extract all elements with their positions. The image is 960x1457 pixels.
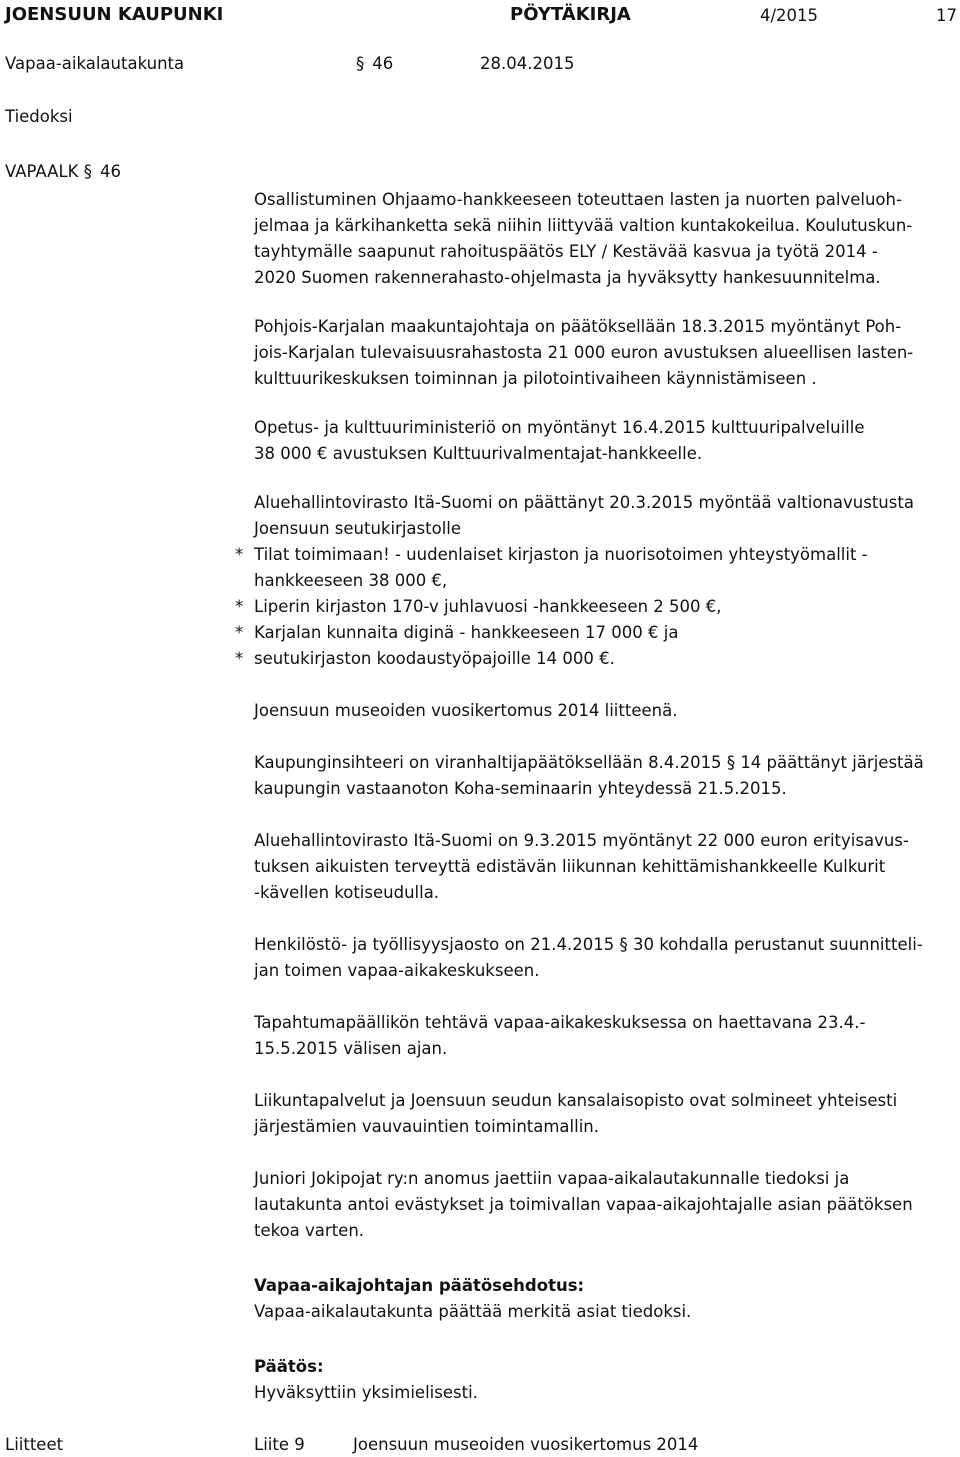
- section-reference: [356, 54, 393, 73]
- meeting-date: 28.04.2015: [480, 54, 575, 73]
- text-line: kulttuurikeskuksen toiminnan ja pilotointivaiheen käynnistämiseen .: [254, 369, 817, 388]
- bullet-marker: *: [235, 623, 244, 642]
- paragraph-maakuntajohtaja: [254, 314, 956, 392]
- list-item: [235, 620, 956, 646]
- text-line: [254, 932, 956, 958]
- text-line: Pohjois-Karjalan maakuntajohtaja on päätöksellään 18.3.2015 myöntänyt Poh-: [254, 317, 902, 336]
- text-line: jan toimen vapaa-aikakeskukseen.: [254, 961, 540, 980]
- text-segment: Henkilöstö- ja työllisyysjaosto on 21.4.2015: [254, 935, 615, 954]
- paragraph-kaupunginsihteeri: [254, 750, 956, 802]
- text-line: -kävellen kotiseudulla.: [254, 883, 440, 902]
- list-item: [235, 542, 956, 568]
- section-number: 46: [372, 54, 394, 73]
- text-line: Aluehallintovirasto Itä-Suomi on 9.3.2015 myöntänyt 22 000 euron erityisavus-: [254, 831, 909, 850]
- text-line: jois-Karjalan tulevaisuusrahastosta 21 000 euron avustuksen alueellisen lasten-: [254, 343, 914, 362]
- paragraph-museoiden-vuosikertomus: [254, 698, 956, 724]
- bullet-marker: *: [235, 649, 244, 668]
- case-section-sign: §: [83, 162, 92, 181]
- text-line: Aluehallintovirasto Itä-Suomi on päättänyt 20.3.2015 myöntää valtionavustusta: [254, 493, 914, 512]
- proposal-text: Vapaa-aikalautakunta päättää merkitä asiat tiedoksi.: [254, 1302, 692, 1321]
- section-sign: §: [356, 54, 365, 73]
- organization-name: JOENSUUN KAUPUNKI: [5, 4, 224, 25]
- text-line: järjestämien vauvauintien toimintamallin.: [254, 1117, 600, 1136]
- case-reference: [5, 162, 121, 181]
- list-item-continuation: hankkeeseen 38 000 €,: [254, 571, 448, 590]
- attachment-id: Liite 9: [254, 1435, 305, 1454]
- case-id: VAPAALK: [5, 162, 79, 181]
- text-line: Juniori Jokipojat ry:n anomus jaettiin vapaa-aikalautakunnalle tiedoksi ja: [254, 1169, 850, 1188]
- attachment-title: Joensuun museoiden vuosikertomus 2014: [353, 1435, 699, 1454]
- paragraph-opetusministerio: [254, 415, 956, 467]
- paragraph-juniori-jokipojat: [254, 1166, 956, 1244]
- paragraph-vauvauinnit: [254, 1088, 956, 1140]
- committee-name: Vapaa-aikalautakunta: [5, 54, 185, 73]
- decision: [254, 1354, 956, 1406]
- list-item-text: Karjalan kunnaita diginä - hankkeeseen 17 000 € ja: [254, 623, 679, 642]
- bullet-marker: *: [235, 597, 244, 616]
- text-line: 2020 Suomen rakennerahasto-ohjelmasta ja hyväksytty hankesuunnitelma.: [254, 268, 881, 287]
- paragraph-ohjaamo: [254, 187, 956, 291]
- text-line: tuksen aikuisten terveyttä edistävän liikunnan kehittämishankkeelle Kulkurit: [254, 857, 886, 876]
- document-body: [235, 187, 956, 1406]
- paragraph-aluehallintovirasto: [235, 490, 956, 672]
- text-line: 15.5.2015 välisen ajan.: [254, 1039, 448, 1058]
- page-number: 17: [936, 6, 957, 25]
- text-line: kaupungin vastaanoton Koha-seminaarin yhteydessä 21.5.2015.: [254, 779, 787, 798]
- paragraph-erityisavustus: [254, 828, 956, 906]
- decision-proposal: [254, 1273, 956, 1325]
- case-number: 46: [99, 162, 121, 181]
- decision-label: Päätös:: [254, 1357, 324, 1376]
- page-title: Tiedoksi: [5, 107, 73, 126]
- text-line: Joensuun museoiden vuosikertomus 2014 liitteenä.: [254, 701, 678, 720]
- text-line: Opetus- ja kulttuuriministeriö on myöntänyt 16.4.2015 kulttuuripalveluille: [254, 418, 865, 437]
- text-line: jelmaa ja kärkihanketta sekä niihin liittyvää valtion kuntakokeilua. Koulutuskun-: [254, 216, 913, 235]
- text-line: Osallistuminen Ohjaamo-hankkeeseen toteuttaen lasten ja nuorten palveluoh-: [254, 190, 902, 209]
- text-segment: 30 kohdalla perustanut suunnitteli-: [632, 935, 923, 954]
- text-line: Tapahtumapäällikön tehtävä vapaa-aikakeskuksessa on haettavana 23.4.-: [254, 1013, 866, 1032]
- text-line: lautakunta antoi evästykset ja toimivallan vapaa-aikajohtajalle asian päätöksen: [254, 1195, 913, 1214]
- attachments-label: Liitteet: [5, 1435, 64, 1454]
- paragraph-henkilostojaosto: [254, 932, 956, 984]
- list-item-text: seutukirjaston koodaustyöpajoille 14 000 €.: [254, 649, 615, 668]
- text-line: Joensuun seutukirjastolle: [254, 519, 462, 538]
- list-item: [235, 646, 956, 672]
- text-segment: Kaupunginsihteeri on viranhaltijapäätöksellään 8.4.2015: [254, 753, 722, 772]
- proposal-label: Vapaa-aikajohtajan päätösehdotus:: [254, 1276, 585, 1295]
- section-sign: §: [726, 753, 736, 772]
- paragraph-tapahtumapaallikko: [254, 1010, 956, 1062]
- list-item-text: Liperin kirjaston 170-v juhlavuosi -hankkeeseen 2 500 €,: [254, 597, 722, 616]
- text-line: [254, 750, 956, 776]
- list-item-text: Tilat toimimaan! - uudenlaiset kirjaston ja nuorisotoimen yhteystyömallit -: [254, 545, 868, 564]
- text-line: tekoa varten.: [254, 1221, 365, 1240]
- text-line: tayhtymälle saapunut rahoituspäätös ELY / Kestävää kasvua ja työtä 2014 -: [254, 242, 878, 261]
- text-line: Liikuntapalvelut ja Joensuun seudun kansalaisopisto ovat solmineet yhteisesti: [254, 1091, 898, 1110]
- text-segment: 14 päättänyt järjestää: [740, 753, 924, 772]
- list-item: [235, 594, 956, 620]
- bullet-marker: *: [235, 545, 244, 564]
- document-number: 4/2015: [760, 6, 819, 25]
- text-line: 38 000 € avustuksen Kulttuurivalmentajat-hankkeelle.: [254, 444, 703, 463]
- decision-text: Hyväksyttiin yksimielisesti.: [254, 1383, 478, 1402]
- section-sign: §: [619, 935, 628, 954]
- document-type: PÖYTÄKIRJA: [510, 4, 631, 25]
